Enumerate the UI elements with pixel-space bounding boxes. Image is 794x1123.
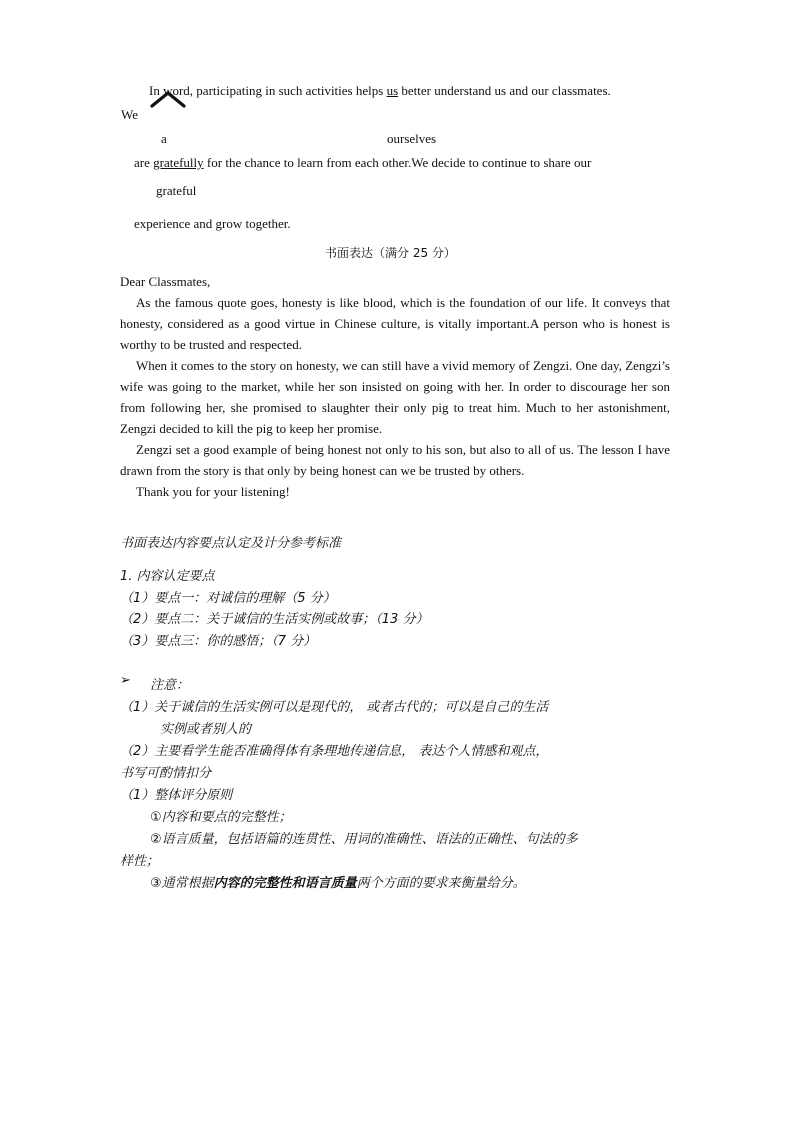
note-title: 注意： bbox=[150, 678, 190, 693]
rubric-point-1: （1）要点一：对诚信的理解（5 分） bbox=[120, 591, 336, 606]
rubric-point-2: （2）要点二：关于诚信的生活实例或故事；（13 分） bbox=[120, 612, 429, 627]
letter-paragraph-3: Zengzi set a good example of being honest not only to his son, but also to all of us. The lesson I have drawn from the story is that only by being honest can we be trusted by others. bbox=[120, 442, 670, 478]
note-1-line-2: 实例或者别人的 bbox=[160, 722, 252, 737]
essay-title: 书面表达（满分 25 分） bbox=[325, 246, 456, 260]
rubric-heading: 书面表达内容要点认定及计分参考标准 bbox=[120, 536, 342, 551]
insert-word-a: a bbox=[161, 131, 167, 146]
letter-closing: Thank you for your listening! bbox=[136, 484, 290, 499]
correction-line-2-start: are bbox=[134, 155, 154, 170]
letter-paragraph-2: When it comes to the story on honesty, we can still have a vivid memory of Zengzi. One day, Zengzi’s wife was going to the market, while her son insisted on going with her. In order to discourage her son from following her, she promised to slaughter their only pig to treat him. Much to her astonishment, Zengzi decided to kill the pig to keep her promise. bbox=[120, 358, 670, 436]
note-2-line-2: 书写可酌情扣分 bbox=[120, 766, 212, 781]
insert-word-grateful: grateful bbox=[156, 183, 197, 198]
correction-line-1-start: In word, participating in such activities helps bbox=[149, 83, 387, 98]
note-1-line-1: （1）关于诚信的生活实例可以是现代的， 或者古代的；可以是自己的生活 bbox=[120, 700, 549, 715]
rubric-section-1-title: 1. 内容认定要点 bbox=[120, 569, 215, 584]
letter-greeting: Dear Classmates, bbox=[120, 274, 211, 289]
letter-paragraph-1: As the famous quote goes, honesty is like blood, which is the foundation of our life. It conveys that honesty, considered as a good virtue in Chinese culture, is vitally important.A person who is honest is worthy to be trusted and respected. bbox=[120, 295, 670, 352]
principle-item-3 bbox=[150, 872, 526, 891]
correction-us-underlined: us bbox=[386, 83, 399, 98]
principle-item-2-line-2: 样性； bbox=[120, 854, 160, 869]
principle-item-3-bold: 内容的完整性和语言质量 bbox=[213, 876, 357, 891]
correction-line-1-end: better understand us and our classmates. bbox=[398, 83, 611, 98]
correction-line-1 bbox=[149, 80, 611, 101]
correction-we: We bbox=[121, 107, 138, 122]
principle-item-3-start: ③通常根据 bbox=[150, 876, 214, 891]
principle-item-2-line-1: ②语言质量，包括语篇的连贯性、用词的准确性、语法的正确性、句法的多 bbox=[150, 832, 578, 847]
correction-gratefully-underlined: gratefully bbox=[153, 155, 204, 170]
principle-item-1: ①内容和要点的完整性； bbox=[150, 810, 292, 825]
principle-title: （1）整体评分原则 bbox=[120, 788, 233, 803]
model-letter bbox=[120, 271, 670, 502]
correction-line-2 bbox=[134, 152, 591, 173]
insert-caret-icon bbox=[150, 90, 186, 108]
note-2-line-1: （2）主要看学生能否准确得体有条理地传递信息， 表达个人情感和观点， bbox=[120, 744, 549, 759]
note-arrow-icon: ➢ bbox=[120, 673, 131, 688]
insert-word-ourselves: ourselves bbox=[387, 131, 437, 146]
rubric-point-3: （3）要点三：你的感悟；（7 分） bbox=[120, 634, 317, 649]
principle-item-3-end: 两个方面的要求来衡量给分。 bbox=[356, 876, 526, 891]
correction-line-2-end: for the chance to learn from each other.We decide to continue to share our bbox=[203, 155, 592, 170]
correction-line-3: experience and grow together. bbox=[134, 216, 291, 231]
